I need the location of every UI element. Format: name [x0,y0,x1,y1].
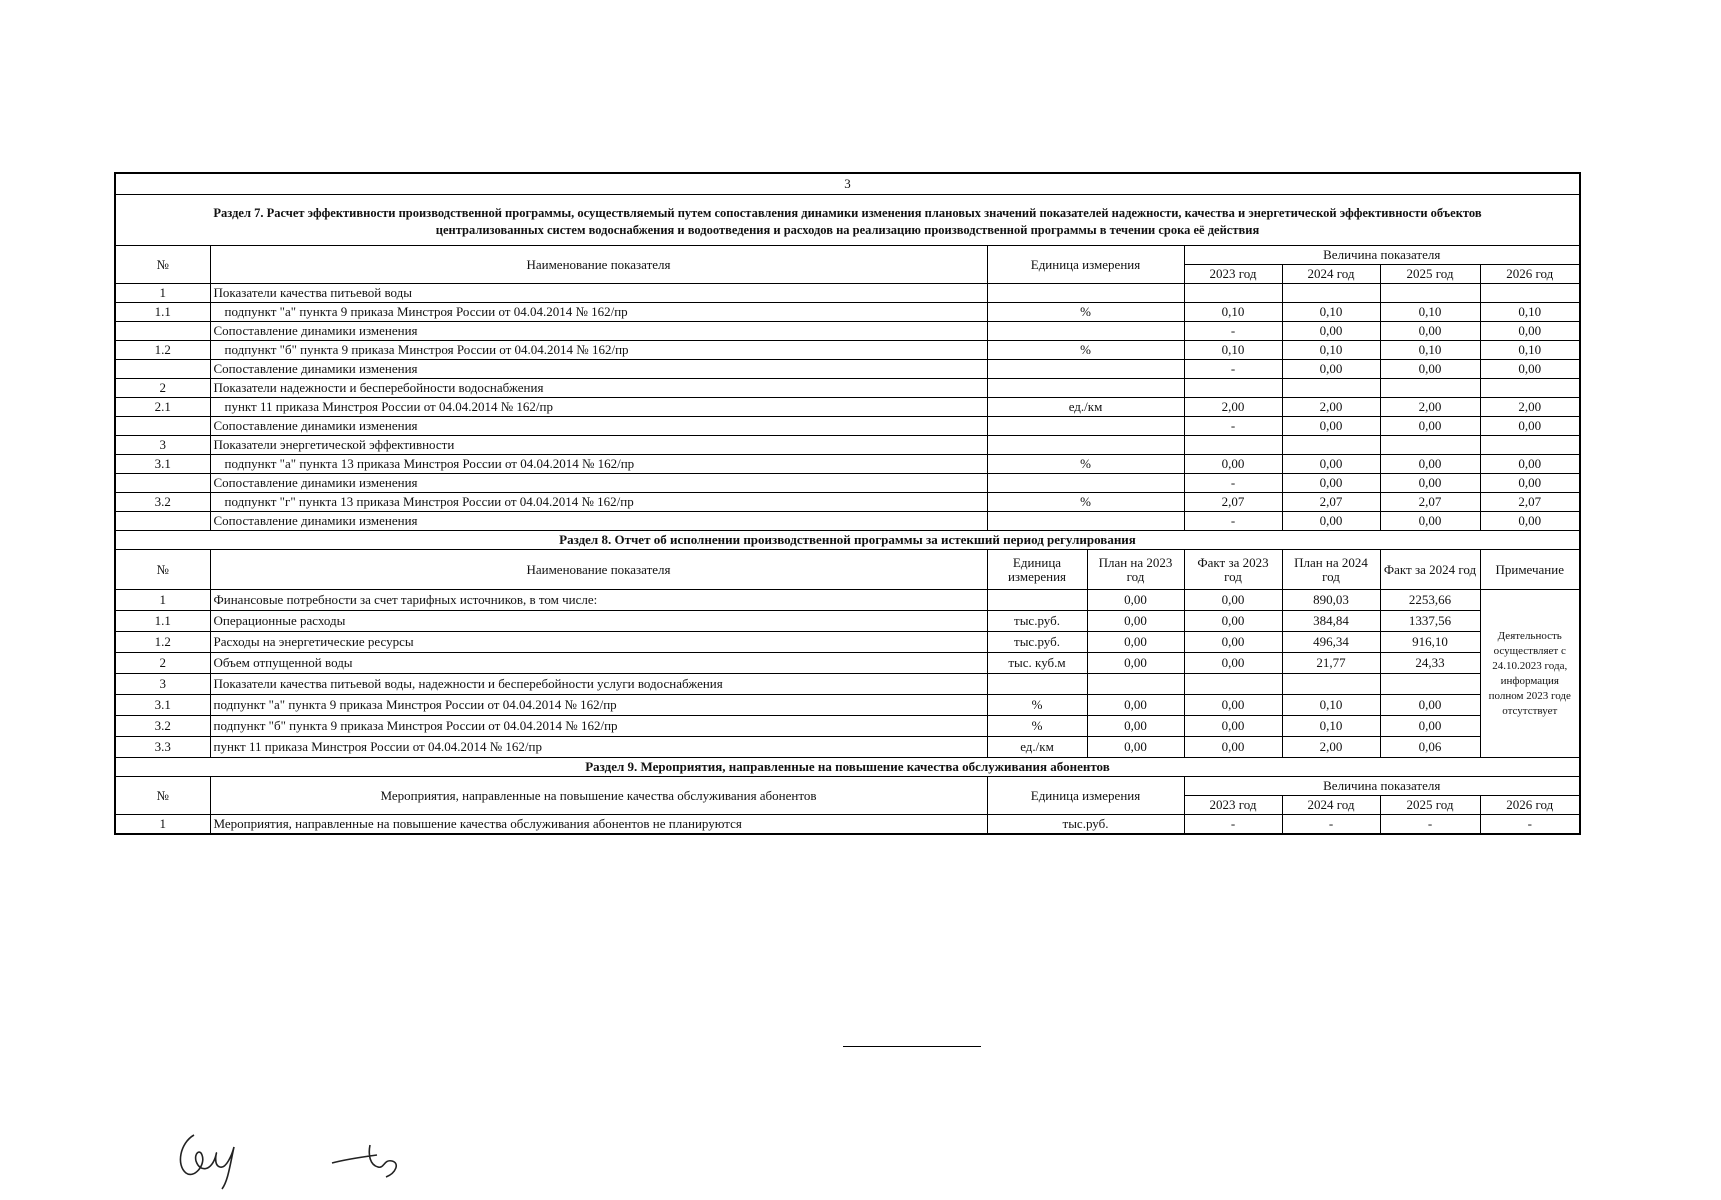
value-cell: 0,00 [1480,455,1580,474]
row-number: 3.1 [115,455,210,474]
value-cell: 0,00 [1087,737,1184,758]
unit [987,417,1184,436]
value-cell: 0,00 [1087,590,1184,611]
value-cell: 0,00 [1380,512,1480,531]
s7-col-name: Наименование показателя [210,246,987,284]
value-cell: 2253,66 [1380,590,1480,611]
s9-col-name: Мероприятия, направленные на повышение качества обслуживания абонентов [210,777,987,815]
row-number: 3.2 [115,493,210,512]
row-number: 1.1 [115,303,210,322]
value-cell [1087,674,1184,695]
row-number [115,322,210,341]
indicator-name: пункт 11 приказа Минстроя России от 04.04.2014 № 162/пр [210,737,987,758]
unit: % [987,455,1184,474]
value-cell: 2,07 [1480,493,1580,512]
s9-year: 2023 год [1184,796,1282,815]
indicator-name: Показатели надежности и бесперебойности водоснабжения [210,379,987,398]
value-cell: - [1184,322,1282,341]
indicator-name: Объем отпущенной воды [210,653,987,674]
value-cell: 2,00 [1282,737,1380,758]
value-cell: 0,00 [1184,590,1282,611]
s7-year: 2025 год [1380,265,1480,284]
s8-col-plan2023: План на 2023 год [1087,550,1184,590]
indicator-name: подпункт "б" пункта 9 приказа Минстроя России от 04.04.2014 № 162/пр [210,341,987,360]
value-cell [1380,436,1480,455]
value-cell: 0,00 [1380,455,1480,474]
value-cell: - [1380,815,1480,835]
value-cell: 0,00 [1184,695,1282,716]
document-page [114,172,1579,835]
value-cell [1184,284,1282,303]
value-cell: 0,10 [1480,341,1580,360]
value-cell: 2,00 [1480,398,1580,417]
value-cell: 0,00 [1087,653,1184,674]
s9-header-row [115,777,1580,796]
section7-title: Раздел 7. Расчет эффективности производственной программы, осуществляемый путем сопоставления динамики изменения плановых значений показателей надежности, качества и энергетической эффективности объектов централизованных систем водоснабжения и водоотведения и расходов на реализацию производственной программы в течении срока её действия [115,195,1580,246]
s9-year: 2025 год [1380,796,1480,815]
value-cell: 0,10 [1380,341,1480,360]
s7-col-num: № [115,246,210,284]
row-number: 3.1 [115,695,210,716]
unit [987,284,1184,303]
value-cell: - [1184,360,1282,379]
indicator-name: Показатели качества питьевой воды, надежности и бесперебойности услуги водоснабжения [210,674,987,695]
row-number [115,512,210,531]
value-cell: 2,07 [1184,493,1282,512]
row-number: 2.1 [115,398,210,417]
unit: % [987,493,1184,512]
row-number: 1.2 [115,632,210,653]
value-cell [1184,379,1282,398]
value-cell: 0,10 [1184,341,1282,360]
row-number: 3.2 [115,716,210,737]
value-cell: 0,00 [1380,417,1480,436]
s7-row [115,360,1580,379]
row-number [115,474,210,493]
value-cell [1184,436,1282,455]
row-number: 3 [115,436,210,455]
s9-year: 2026 год [1480,796,1580,815]
s9-year: 2024 год [1282,796,1380,815]
value-cell [1380,674,1480,695]
indicator-name: Показатели качества питьевой воды [210,284,987,303]
value-cell: 0,00 [1184,611,1282,632]
unit [987,436,1184,455]
s7-row [115,417,1580,436]
value-cell: 2,00 [1184,398,1282,417]
row-number: 3 [115,674,210,695]
value-cell: 0,00 [1184,716,1282,737]
value-cell [1282,674,1380,695]
s8-header-row [115,550,1580,590]
value-cell: 0,00 [1087,716,1184,737]
value-cell: 2,00 [1380,398,1480,417]
indicator-name: Финансовые потребности за счет тарифных источников, в том числе: [210,590,987,611]
section9-title-row [115,758,1580,777]
s7-row [115,455,1580,474]
s7-row [115,436,1580,455]
s8-col-note: Примечание [1480,550,1580,590]
s8-row [115,737,1580,758]
s7-row [115,474,1580,493]
row-number [115,360,210,379]
s9-row [115,815,1580,835]
s7-row [115,493,1580,512]
value-cell: 0,10 [1480,303,1580,322]
s8-row [115,674,1580,695]
s7-row [115,512,1580,531]
unit [987,590,1087,611]
s7-row [115,341,1580,360]
value-cell: 0,00 [1282,360,1380,379]
s7-row [115,303,1580,322]
value-cell [1282,284,1380,303]
value-cell: 0,10 [1282,695,1380,716]
row-number: 1 [115,815,210,835]
value-cell: 0,10 [1282,341,1380,360]
handwritten-signatures [172,1125,432,1195]
value-cell: 0,00 [1087,632,1184,653]
s7-row [115,398,1580,417]
value-cell: 0,06 [1380,737,1480,758]
s8-col-fact2023: Факт за 2023 год [1184,550,1282,590]
value-cell: 0,00 [1282,455,1380,474]
row-number: 2 [115,379,210,398]
value-cell: 0,10 [1282,716,1380,737]
unit [987,322,1184,341]
value-cell: 0,00 [1380,695,1480,716]
s7-col-value: Величина показателя [1184,246,1580,265]
value-cell: 0,00 [1380,322,1480,341]
value-cell [1282,379,1380,398]
row-number: 3.3 [115,737,210,758]
value-cell: 0,00 [1380,360,1480,379]
row-number: 1.1 [115,611,210,632]
indicator-name: Показатели энергетической эффективности [210,436,987,455]
value-cell: 21,77 [1282,653,1380,674]
unit: % [987,303,1184,322]
indicator-name: Расходы на энергетические ресурсы [210,632,987,653]
value-cell: - [1184,474,1282,493]
s7-row [115,322,1580,341]
unit [987,474,1184,493]
value-cell: 0,00 [1087,611,1184,632]
value-cell: 496,34 [1282,632,1380,653]
value-cell: 24,33 [1380,653,1480,674]
row-number: 1 [115,284,210,303]
value-cell: - [1184,815,1282,835]
s8-row [115,590,1580,611]
unit [987,360,1184,379]
value-cell: 0,00 [1087,695,1184,716]
indicator-name: Сопоставление динамики изменения [210,322,987,341]
unit: тыс. куб.м [987,653,1087,674]
indicator-name: подпункт "б" пункта 9 приказа Минстроя России от 04.04.2014 № 162/пр [210,716,987,737]
row-number: 1.2 [115,341,210,360]
unit: % [987,716,1087,737]
s9-col-unit: Единица измерения [987,777,1184,815]
indicator-name: подпункт "а" пункта 9 приказа Минстроя России от 04.04.2014 № 162/пр [210,695,987,716]
s8-col-name: Наименование показателя [210,550,987,590]
unit [987,674,1087,695]
value-cell: 916,10 [1380,632,1480,653]
s7-year: 2026 год [1480,265,1580,284]
value-cell [1380,379,1480,398]
indicator-name: Сопоставление динамики изменения [210,474,987,493]
section8-title: Раздел 8. Отчет об исполнении производственной программы за истекший период регулирования [115,531,1580,550]
signature-line [843,1046,981,1047]
value-cell [1380,284,1480,303]
indicator-name: Сопоставление динамики изменения [210,360,987,379]
value-cell: 0,00 [1380,474,1480,493]
value-cell: 384,84 [1282,611,1380,632]
s8-col-num: № [115,550,210,590]
unit [987,379,1184,398]
value-cell: 890,03 [1282,590,1380,611]
value-cell: 0,00 [1282,417,1380,436]
value-cell: 0,00 [1282,512,1380,531]
value-cell: 0,00 [1480,474,1580,493]
value-cell [1282,436,1380,455]
value-cell: 0,00 [1282,322,1380,341]
indicator-name: Сопоставление динамики изменения [210,417,987,436]
value-cell: - [1184,417,1282,436]
value-cell: 0,00 [1380,716,1480,737]
indicator-name: пункт 11 приказа Минстроя России от 04.04.2014 № 162/пр [210,398,987,417]
unit: тыс.руб. [987,815,1184,835]
unit [987,512,1184,531]
s8-col-fact2024: Факт за 2024 год [1380,550,1480,590]
value-cell: 2,07 [1282,493,1380,512]
section8-title-row [115,531,1580,550]
value-cell: 0,00 [1282,474,1380,493]
row-number: 2 [115,653,210,674]
unit: % [987,341,1184,360]
value-cell: 1337,56 [1380,611,1480,632]
value-cell: 0,00 [1480,322,1580,341]
unit: тыс.руб. [987,632,1087,653]
s8-row [115,716,1580,737]
value-cell: 0,00 [1184,455,1282,474]
page-number: 3 [115,173,1580,195]
value-cell: - [1184,512,1282,531]
value-cell: 0,00 [1480,512,1580,531]
value-cell: 0,10 [1184,303,1282,322]
value-cell [1480,284,1580,303]
s9-col-value: Величина показателя [1184,777,1580,796]
section9-title: Раздел 9. Мероприятия, направленные на повышение качества обслуживания абонентов [115,758,1580,777]
s7-col-unit: Единица измерения [987,246,1184,284]
value-cell: 0,10 [1282,303,1380,322]
value-cell: - [1480,815,1580,835]
value-cell: 2,07 [1380,493,1480,512]
value-cell: - [1282,815,1380,835]
value-cell [1184,674,1282,695]
s8-col-plan2024: План на 2024 год [1282,550,1380,590]
value-cell: 0,00 [1480,360,1580,379]
s9-col-num: № [115,777,210,815]
report-table [114,172,1581,835]
s8-row [115,611,1580,632]
value-cell: 0,10 [1380,303,1480,322]
row-number: 1 [115,590,210,611]
s8-row [115,653,1580,674]
value-cell [1480,436,1580,455]
indicator-name: Операционные расходы [210,611,987,632]
measure-name: Мероприятия, направленные на повышение качества обслуживания абонентов не планируются [210,815,987,835]
s8-col-unit: Единица измерения [987,550,1087,590]
unit: ед./км [987,398,1184,417]
indicator-name: подпункт "а" пункта 9 приказа Минстроя России от 04.04.2014 № 162/пр [210,303,987,322]
value-cell [1480,379,1580,398]
s7-year: 2024 год [1282,265,1380,284]
unit: % [987,695,1087,716]
s7-year: 2023 год [1184,265,1282,284]
indicator-name: подпункт "г" пункта 13 приказа Минстроя России от 04.04.2014 № 162/пр [210,493,987,512]
s7-row [115,379,1580,398]
unit: ед./км [987,737,1087,758]
s8-row [115,695,1580,716]
row-number [115,417,210,436]
s8-row [115,632,1580,653]
s7-row [115,284,1580,303]
unit: тыс.руб. [987,611,1087,632]
indicator-name: Сопоставление динамики изменения [210,512,987,531]
value-cell: 0,00 [1184,632,1282,653]
value-cell: 0,00 [1184,737,1282,758]
value-cell: 2,00 [1282,398,1380,417]
indicator-name: подпункт "а" пункта 13 приказа Минстроя России от 04.04.2014 № 162/пр [210,455,987,474]
note-cell: Деятельность осуществляет с 24.10.2023 года, информация полном 2023 годе отсутствует [1480,590,1580,758]
value-cell: 0,00 [1480,417,1580,436]
value-cell: 0,00 [1184,653,1282,674]
